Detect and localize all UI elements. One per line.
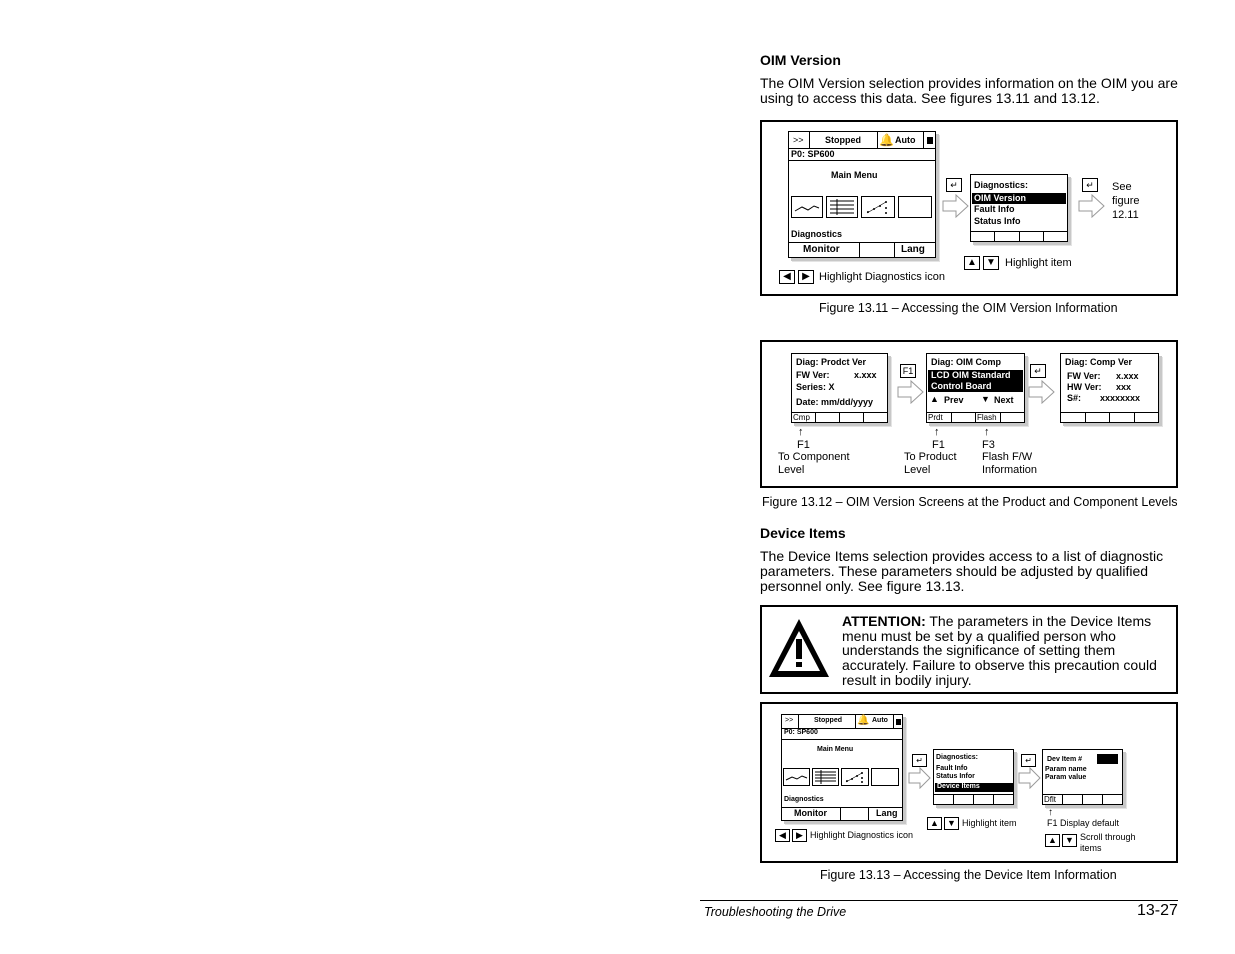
- footer-rule: [700, 900, 1178, 901]
- s3-fw-value: x.xxx: [1116, 371, 1139, 381]
- display-default-note: F1 Display default: [1047, 818, 1120, 828]
- s2-item-control-board[interactable]: Control Board: [928, 381, 1023, 392]
- selected-icon-label: Diagnostics: [791, 229, 843, 239]
- oim-version-heading: OIM Version: [760, 52, 841, 68]
- s2-item-lcd[interactable]: LCD OIM Standard: [928, 370, 1023, 381]
- up-arrow-icon: ▲: [964, 256, 980, 270]
- prev-arrow-icon: ▲: [930, 394, 939, 404]
- s3-title: Diag: Comp Ver: [1065, 357, 1133, 367]
- up-pointer-icon-3: ↑: [984, 426, 990, 438]
- enter-key-icon-5: ↵: [1021, 754, 1036, 767]
- figure-13-11-frame: [760, 120, 1178, 296]
- monitor-trend-icon[interactable]: [791, 196, 823, 218]
- diag-item-fault-info-2[interactable]: Fault Info: [936, 765, 968, 772]
- s2-next: Next: [994, 395, 1014, 405]
- attention-box: [760, 605, 1178, 694]
- next-arrow-icon: [942, 194, 970, 218]
- note2-line2: Level: [904, 464, 931, 476]
- diag-item-status-info[interactable]: Status Info: [974, 216, 1021, 226]
- main-menu-title-2: Main Menu: [817, 746, 854, 753]
- diag-item-oim-version[interactable]: OIM Version: [972, 193, 1066, 204]
- next-arrow-icon-5: [908, 767, 932, 789]
- up-pointer-icon: ↑: [798, 426, 804, 438]
- diag-fkey-bar: [971, 231, 1067, 241]
- note2-key: F1: [932, 439, 945, 451]
- diag-title: Diagnostics:: [974, 180, 1029, 190]
- next-arrow-icon-3: [897, 380, 925, 404]
- alarm-bell-icon-2: 🔔: [857, 715, 870, 726]
- next-down-icon: ▼: [981, 394, 990, 404]
- dev-fkey-dflt[interactable]: Dflt: [1043, 795, 1063, 804]
- s1-date: Date: mm/dd/yyyy: [796, 397, 874, 407]
- enter-key-icon-2: ↵: [1082, 178, 1098, 192]
- main-menu-screen-2: [781, 714, 903, 821]
- note3-line2: Information: [982, 464, 1038, 476]
- left-arrow-icon: ◀: [779, 270, 795, 284]
- left-arrow-icon-2: ◀: [775, 829, 790, 842]
- diag-item-status-infor[interactable]: Status Infor: [936, 773, 975, 780]
- param-line-2: P0: SP600: [784, 729, 818, 736]
- highlight-item-note-2: Highlight item: [962, 818, 1017, 828]
- note1-key: F1: [797, 439, 810, 451]
- parameter-list-icon[interactable]: [826, 196, 858, 218]
- s1-fw-label: FW Ver:: [796, 370, 830, 380]
- status-state-2: Stopped: [814, 717, 842, 724]
- product-version-screen: [791, 353, 888, 423]
- softkey-monitor[interactable]: Monitor: [803, 244, 840, 255]
- next-arrow-icon-4: [1028, 380, 1056, 404]
- main-menu-title: Main Menu: [831, 170, 878, 180]
- next-arrow-icon-6: [1018, 767, 1042, 789]
- status-state: Stopped: [825, 135, 861, 145]
- s2-fkey-prdt[interactable]: Prdt: [927, 413, 952, 422]
- note1-line2: Level: [778, 464, 805, 476]
- diag-item-device-items[interactable]: Device Items: [935, 783, 1013, 792]
- item-number-field[interactable]: [1097, 754, 1118, 764]
- enter-key-icon-4: ↵: [912, 754, 927, 767]
- status-mode-2: Auto: [872, 717, 888, 724]
- down-arrow-icon-3: ▼: [1062, 834, 1077, 847]
- right-arrow-icon: ▶: [798, 270, 814, 284]
- s3-sn-label: S#:: [1067, 393, 1082, 403]
- s3-fw-label: FW Ver:: [1067, 371, 1101, 381]
- scatter-icon-2[interactable]: [841, 768, 869, 786]
- next-arrow-icon-2: [1078, 194, 1106, 218]
- parameter-list-icon-2[interactable]: [812, 768, 839, 786]
- comp-version-screen: [1060, 353, 1159, 423]
- softkey-lang-2[interactable]: Lang: [876, 808, 898, 818]
- up-arrow-icon-3: ▲: [1045, 834, 1060, 847]
- diagnostics-icon-2[interactable]: [871, 768, 899, 786]
- softkey-monitor-2[interactable]: Monitor: [794, 808, 827, 818]
- param-line: P0: SP600: [791, 149, 835, 159]
- page-number: 13-27: [1137, 902, 1178, 919]
- monitor-trend-icon-2[interactable]: [783, 768, 810, 786]
- oim-comp-screen: [926, 353, 1025, 423]
- see-figure-note: See figure 12.11: [1112, 181, 1140, 221]
- highlight-item-note: Highlight item: [1005, 257, 1072, 269]
- attention-label: ATTENTION:: [842, 613, 926, 629]
- s3-sn-value: xxxxxxxx: [1100, 393, 1141, 403]
- right-arrow-icon-2: ▶: [792, 829, 807, 842]
- note2-line1: To Product: [904, 451, 957, 463]
- s1-title: Diag: Prodct Ver: [796, 357, 867, 367]
- f1-key-icon: F1: [900, 364, 916, 378]
- down-arrow-icon-2: ▼: [944, 817, 959, 830]
- device-item-screen: [1042, 749, 1123, 805]
- figure-13-13-frame: [760, 702, 1178, 863]
- enter-key-icon-3: ↵: [1030, 364, 1046, 378]
- attention-text: [842, 614, 1172, 688]
- softkey-lang[interactable]: Lang: [901, 244, 925, 255]
- status-mode: Auto: [895, 135, 916, 145]
- note3-line1: Flash F/W: [982, 451, 1033, 463]
- diagnostics-screen-2: [933, 749, 1014, 805]
- dev-title: Dev Item #: [1047, 756, 1083, 763]
- scatter-icon[interactable]: [861, 196, 895, 218]
- s3-hw-value: xxx: [1116, 382, 1132, 392]
- s2-prev: Prev: [944, 395, 964, 405]
- note1-line1: To Component: [778, 451, 850, 463]
- figure-13-11-caption: Figure 13.11 – Accessing the OIM Version Information: [819, 301, 1118, 315]
- s1-series: Series: X: [796, 382, 835, 392]
- diag-item-fault-info[interactable]: Fault Info: [974, 204, 1015, 214]
- up-pointer-icon-2: ↑: [934, 426, 940, 438]
- selected-icon-label-2: Diagnostics: [784, 796, 824, 803]
- dev-param-name: Param name: [1045, 766, 1087, 773]
- device-items-body: The Device Items selection provides access to a list of diagnostic parameters. These parameters should be adjusted by qualified personnel only. See figure 13.13.: [760, 548, 1164, 594]
- lock-icon: [927, 137, 933, 144]
- s1-fkey-cmp[interactable]: Cmp: [792, 413, 816, 422]
- alarm-bell-icon: 🔔: [879, 133, 894, 147]
- oim-version-body: The OIM Version selection provides information on the OIM you are using to access this data. See figures 13.11 and 13.12.: [760, 75, 1178, 106]
- lock-icon-2: [896, 719, 901, 725]
- dev-param-value: Param value: [1045, 774, 1087, 781]
- scroll-note-line2: items: [1080, 843, 1102, 853]
- diagnostics-icon[interactable]: [898, 196, 932, 218]
- enter-key-icon: ↵: [946, 178, 962, 192]
- down-arrow-icon: ▼: [983, 256, 999, 270]
- figure-13-12-caption: Figure 13.12 – OIM Version Screens at the Product and Component Levels: [762, 495, 1178, 509]
- highlight-icon-note-2: Highlight Diagnostics icon: [810, 830, 914, 840]
- diagnostics-screen: [970, 174, 1068, 242]
- figure-13-13-caption: Figure 13.13 – Accessing the Device Item Information: [820, 868, 1117, 882]
- s3-hw-label: HW Ver:: [1067, 382, 1102, 392]
- note3-key: F3: [982, 439, 995, 451]
- s2-title: Diag: OIM Comp: [931, 357, 1001, 367]
- scroll-note-line1: Scroll through: [1080, 832, 1136, 842]
- up-pointer-icon-4: ↑: [1048, 807, 1053, 818]
- s2-fkey-flash[interactable]: Flash: [976, 413, 1001, 422]
- status-prompt-2: >>: [785, 717, 794, 724]
- device-items-heading: Device Items: [760, 525, 846, 541]
- highlight-icon-note: Highlight Diagnostics icon: [819, 271, 945, 283]
- figure-13-12-frame: [760, 340, 1178, 488]
- s1-fw-value: x.xxx: [854, 370, 877, 380]
- diag-title-2: Diagnostics:: [936, 754, 979, 761]
- up-arrow-icon-2: ▲: [927, 817, 942, 830]
- footer-section: Troubleshooting the Drive: [704, 905, 847, 919]
- warning-triangle-icon: [766, 615, 832, 681]
- status-prompt: >>: [793, 135, 804, 145]
- main-menu-screen: [788, 131, 936, 258]
- attention-message: The parameters in the Device Items menu must be set by a qualified person who understands the significance of setting them accurately. Failure to observe this precaution could result in bodily injury.: [842, 613, 1157, 688]
